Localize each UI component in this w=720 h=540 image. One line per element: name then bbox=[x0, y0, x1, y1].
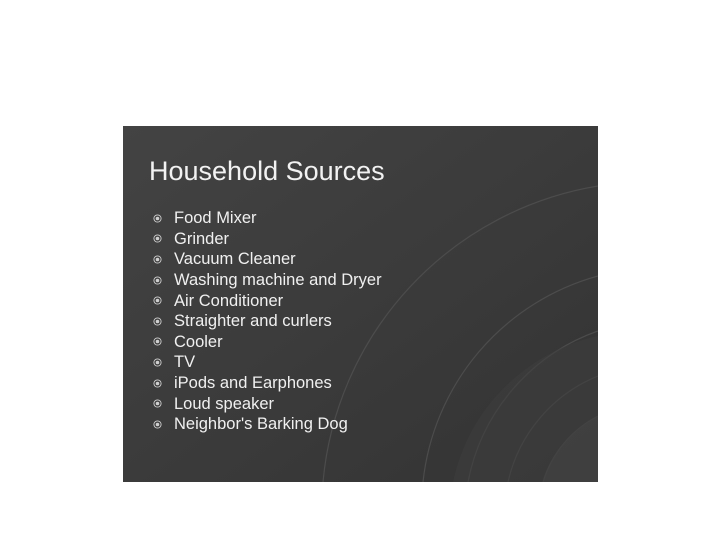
list-item bbox=[153, 229, 382, 250]
circle-bullet-icon bbox=[153, 214, 162, 223]
list-item-label: Washing machine and Dryer bbox=[174, 271, 382, 290]
list-item-label: Loud speaker bbox=[174, 394, 274, 413]
list-item-label: Food Mixer bbox=[174, 209, 257, 228]
list-item-label: Grinder bbox=[174, 229, 230, 248]
circle-bullet-icon bbox=[153, 296, 162, 305]
list-item bbox=[153, 290, 382, 311]
circle-bullet-icon bbox=[153, 379, 162, 388]
circle-bullet-icon bbox=[153, 337, 162, 346]
circle-bullet-icon bbox=[153, 358, 162, 367]
bullet-list bbox=[153, 208, 382, 435]
list-item-label: Cooler bbox=[174, 332, 223, 351]
list-item-label: Neighbor's Barking Dog bbox=[174, 415, 348, 434]
list-item bbox=[153, 249, 382, 270]
list-item bbox=[153, 414, 382, 435]
list-item bbox=[153, 270, 382, 291]
circle-bullet-icon bbox=[153, 399, 162, 408]
list-item bbox=[153, 332, 382, 353]
list-item bbox=[153, 311, 382, 332]
list-item-label: Air Conditioner bbox=[174, 291, 284, 310]
list-item-label: Straighter and curlers bbox=[174, 312, 332, 331]
circle-bullet-icon bbox=[153, 276, 162, 285]
list-item bbox=[153, 373, 382, 394]
list-item bbox=[153, 393, 382, 414]
circle-bullet-icon bbox=[153, 317, 162, 326]
circle-bullet-icon bbox=[153, 234, 162, 243]
list-item-label: TV bbox=[174, 353, 196, 372]
list-item-label: iPods and Earphones bbox=[174, 374, 332, 393]
list-item-label: Vacuum Cleaner bbox=[174, 250, 296, 269]
slide bbox=[123, 126, 598, 482]
list-item bbox=[153, 208, 382, 229]
circle-bullet-icon bbox=[153, 420, 162, 429]
slide-title: Household Sources bbox=[149, 156, 385, 186]
list-item bbox=[153, 352, 382, 373]
circle-bullet-icon bbox=[153, 255, 162, 264]
